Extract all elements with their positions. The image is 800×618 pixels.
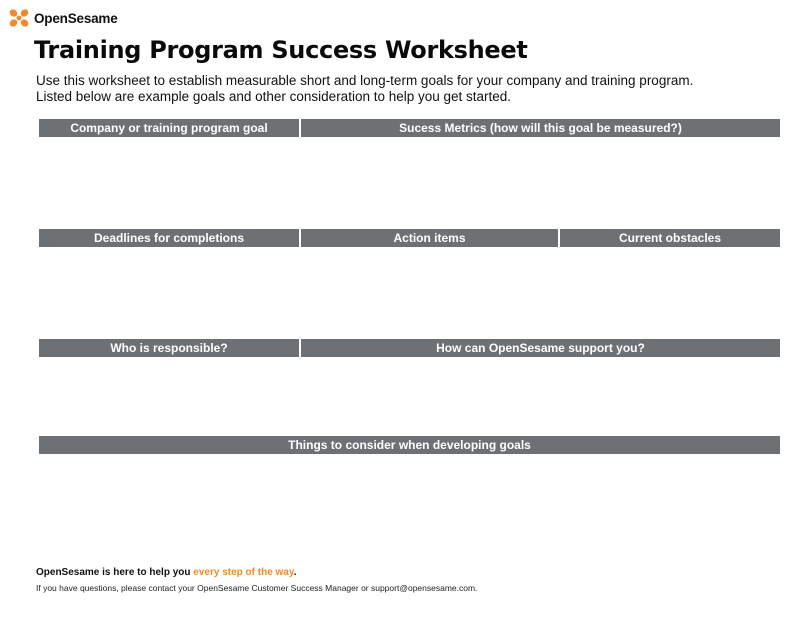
- deadlines-input-area[interactable]: [39, 248, 299, 338]
- brand-logo: [8, 8, 118, 28]
- deadlines-header: Deadlines for completions: [39, 229, 299, 247]
- brand-name: OpenSesame: [34, 10, 118, 26]
- footer-tagline-highlight: every step of the way: [193, 567, 294, 578]
- metrics-header: Sucess Metrics (how will this goal be measured?): [301, 119, 780, 137]
- goal-input-area[interactable]: [39, 138, 299, 228]
- footer-contact: If you have questions, please contact your OpenSesame Customer Success Manager or support@opensesame.com.: [36, 583, 478, 593]
- support-input-area[interactable]: [301, 358, 780, 434]
- intro-line-1: Use this worksheet to establish measurable short and long-term goals for your company and training program.: [36, 73, 694, 88]
- obstacles-input-area[interactable]: [560, 248, 780, 338]
- obstacles-header: Current obstacles: [560, 229, 780, 247]
- responsible-input-area[interactable]: [39, 358, 299, 434]
- actions-header: Action items: [301, 229, 558, 247]
- metrics-input-area[interactable]: [301, 138, 780, 228]
- goal-header: Company or training program goal: [39, 119, 299, 137]
- page-title: Training Program Success Worksheet: [34, 36, 528, 64]
- consider-header: Things to consider when developing goals: [39, 436, 780, 454]
- intro-line-2: Listed below are example goals and other consideration to help you get started.: [36, 89, 512, 104]
- opensesame-logo-icon: [8, 8, 30, 28]
- support-header: How can OpenSesame support you?: [301, 339, 780, 357]
- footer-tagline-end: .: [293, 567, 297, 578]
- responsible-header: Who is responsible?: [39, 339, 299, 357]
- actions-input-area[interactable]: [301, 248, 558, 338]
- intro-text: [36, 73, 693, 105]
- footer-tagline-lead: OpenSesame is here to help you: [36, 567, 194, 578]
- consider-input-area[interactable]: [39, 455, 780, 555]
- footer-tagline: [36, 567, 296, 578]
